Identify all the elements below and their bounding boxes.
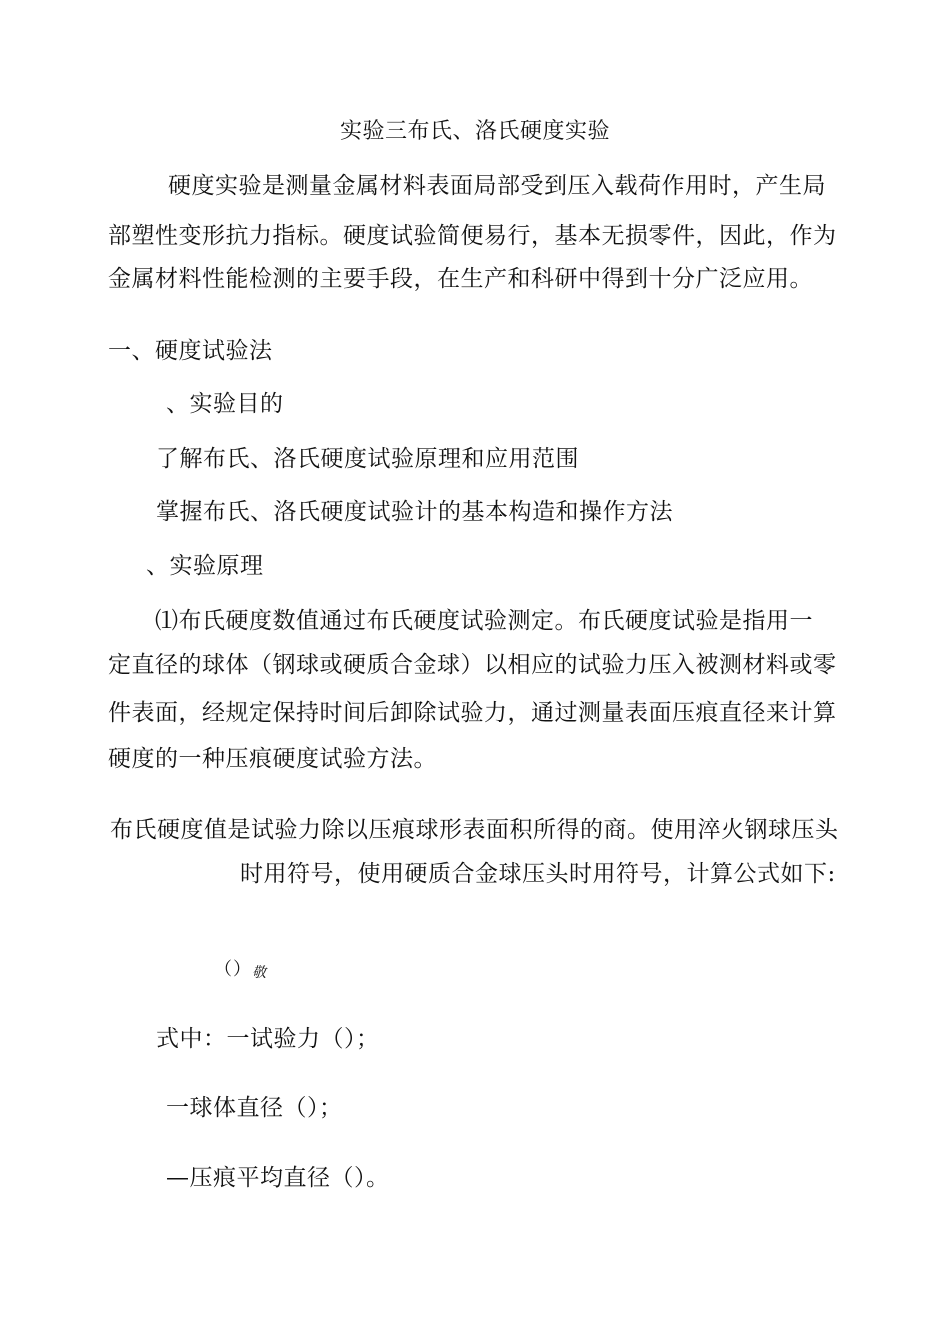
document-title: 实验三布氏、洛氏硬度实验 — [339, 119, 610, 144]
formula-parens: （） — [214, 959, 252, 980]
formula-glyph: 敬 — [252, 965, 267, 981]
intro-line-2: 部塑性变形抗力指标。硬度试验简便易行，基本无损零件，因此，作为 — [108, 223, 837, 249]
purpose-item-2: 掌握布氏、洛氏硬度试验计的基本构造和操作方法 — [156, 499, 673, 525]
hb-line-1: 布氏硬度值是试验力除以压痕球形表面积所得的商。使用淬火钢球压头 — [110, 817, 839, 843]
where-line-2: 一球体直径（）； — [166, 1095, 343, 1121]
purpose-item-1: 了解布氏、洛氏硬度试验原理和应用范围 — [156, 446, 579, 472]
hb-line-2: 时用符号，使用硬质合金球压头时用符号，计算公式如下: — [240, 861, 836, 887]
purpose-heading: 、实验目的 — [166, 391, 284, 417]
principle-line-1: ⑴布氏硬度数值通过布氏硬度试验测定。布氏硬度试验是指用一 — [155, 608, 813, 634]
intro-line-3: 金属材料性能检测的主要手段，在生产和科研中得到十分广泛应用。 — [108, 266, 813, 292]
principle-line-2: 定直径的球体（钢球或硬质合金球）以相应的试验力压入被测材料或零 — [108, 652, 837, 678]
principle-line-4: 硬度的一种压痕硬度试验方法。 — [108, 746, 437, 772]
section-heading: 一、硬度试验法 — [108, 338, 273, 364]
intro-line-1: 硬度实验是测量金属材料表面局部受到压入载荷作用时，产生局 — [168, 173, 826, 199]
where-line-1: 式中：一试验力（）； — [156, 1026, 380, 1052]
where-line-3: —压痕平均直径（）。 — [166, 1165, 390, 1191]
principle-line-3: 件表面，经规定保持时间后卸除试验力，通过测量表面压痕直径来计算 — [108, 700, 837, 726]
principle-heading: 、实验原理 — [146, 553, 264, 579]
